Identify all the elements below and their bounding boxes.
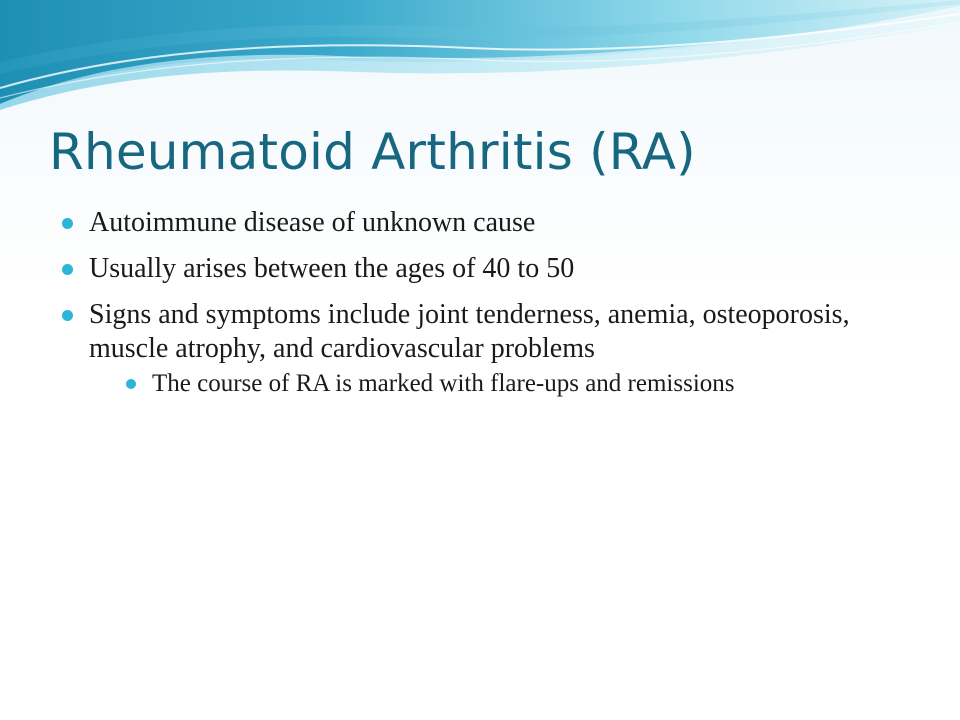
bullet-text: Signs and symptoms include joint tenderness, anemia, osteoporosis, muscle atrophy, and cardiovascular problems xyxy=(89,299,850,364)
bullet-item xyxy=(62,298,922,400)
bullet-dot-icon xyxy=(62,218,73,229)
bullet-dot-icon xyxy=(62,310,73,321)
wave-banner-icon xyxy=(0,0,960,110)
sub-bullet-text: The course of RA is marked with flare-ups and remissions xyxy=(152,370,735,397)
sub-bullet-item xyxy=(125,368,922,400)
bullet-item xyxy=(62,206,922,240)
bullet-text: Usually arises between the ages of 40 to 50 xyxy=(89,253,575,284)
bullet-list xyxy=(62,206,922,412)
bullet-dot-icon xyxy=(62,264,73,275)
bullet-dot-icon xyxy=(126,379,136,389)
bullet-text: Autoimmune disease of unknown cause xyxy=(89,207,536,238)
slide-title: Rheumatoid Arthritis (RA) xyxy=(49,123,696,181)
bullet-item xyxy=(62,252,922,286)
